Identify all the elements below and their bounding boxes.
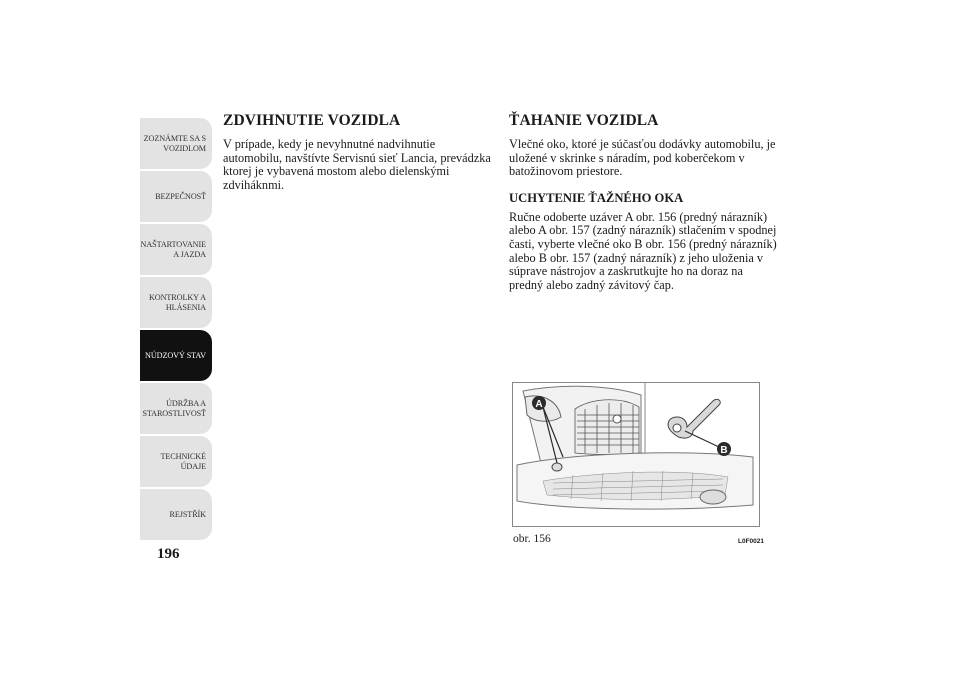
tab-zoznamte-sa[interactable] (140, 118, 212, 169)
tab-label: NAŠTARTOVANIE A JAZDA (140, 239, 206, 259)
tab-label: ZOZNÁMTE SA S VOZIDLOM (143, 133, 206, 153)
section-title: ŤAHANIE VOZIDLA (509, 112, 659, 129)
tab-label: BEZPEČNOSŤ (155, 191, 206, 201)
tab-udrzba[interactable] (140, 383, 212, 434)
section-text: V prípade, kedy je nevyhnutné nadvihnutie automobilu, navštívte Servisnú sieť Lancia, prevádzka ktorej je vybavená mostom alebo dielenskými zdviháknmi. (223, 137, 491, 192)
tab-label: ÚDRŽBA A STAROSTLIVOSŤ (142, 398, 206, 418)
marker-b-label: B (720, 445, 728, 456)
subsection-text: Ručne odoberte uzáver A obr. 156 (predný nárazník) alebo A obr. 157 (zadný nárazník) stlačením v spodnej časti, vyberte vlečné oko B obr. 156 (predný nárazník) alebo B obr. 157 (zadný nárazník) z jeho uloženia v súprave nástrojov a zaskrutkujte ho na doraz na predný alebo zadný závitový čap. (509, 209, 777, 292)
grille (575, 400, 639, 455)
tab-label: KONTROLKY A HLÁSENIA (148, 292, 206, 312)
tab-nudzovy-stav[interactable] (140, 330, 212, 381)
tab-rejstrik[interactable] (140, 489, 212, 540)
section-title: ZDVIHNUTIE VOZIDLA (223, 112, 401, 129)
figure-code: L0F0021 (738, 538, 765, 545)
tab-nastartovanie[interactable] (140, 224, 212, 275)
marker-a-label: A (535, 399, 543, 410)
section-towing (509, 112, 779, 292)
tab-technicke-udaje[interactable] (140, 436, 212, 487)
chapter-tabs (140, 118, 212, 542)
page-number: 196 (157, 546, 180, 562)
tow-eye-illustration (668, 399, 720, 438)
tab-label: REJSTŘÍK (169, 509, 206, 519)
tab-label: NÚDZOVÝ STAV (145, 350, 206, 360)
bumper-illustration (513, 383, 759, 526)
tab-label: TECHNICKÉ ÚDAJE (160, 451, 206, 471)
section-intro: Vlečné oko, ktoré je súčasťou dodávky automobilu, je uložené v skrinke s náradím, pod koberčekom v batožinovom priestore. (509, 137, 776, 179)
figure-caption: obr. 156 (513, 533, 551, 545)
tab-kontrolky[interactable] (140, 277, 212, 328)
section-lifting (223, 112, 493, 192)
tab-bezpecnost[interactable] (140, 171, 212, 222)
figure-front-bumper (512, 382, 760, 527)
subsection-title: UCHYTENIE ŤAŽNÉHO OKA (509, 190, 684, 205)
